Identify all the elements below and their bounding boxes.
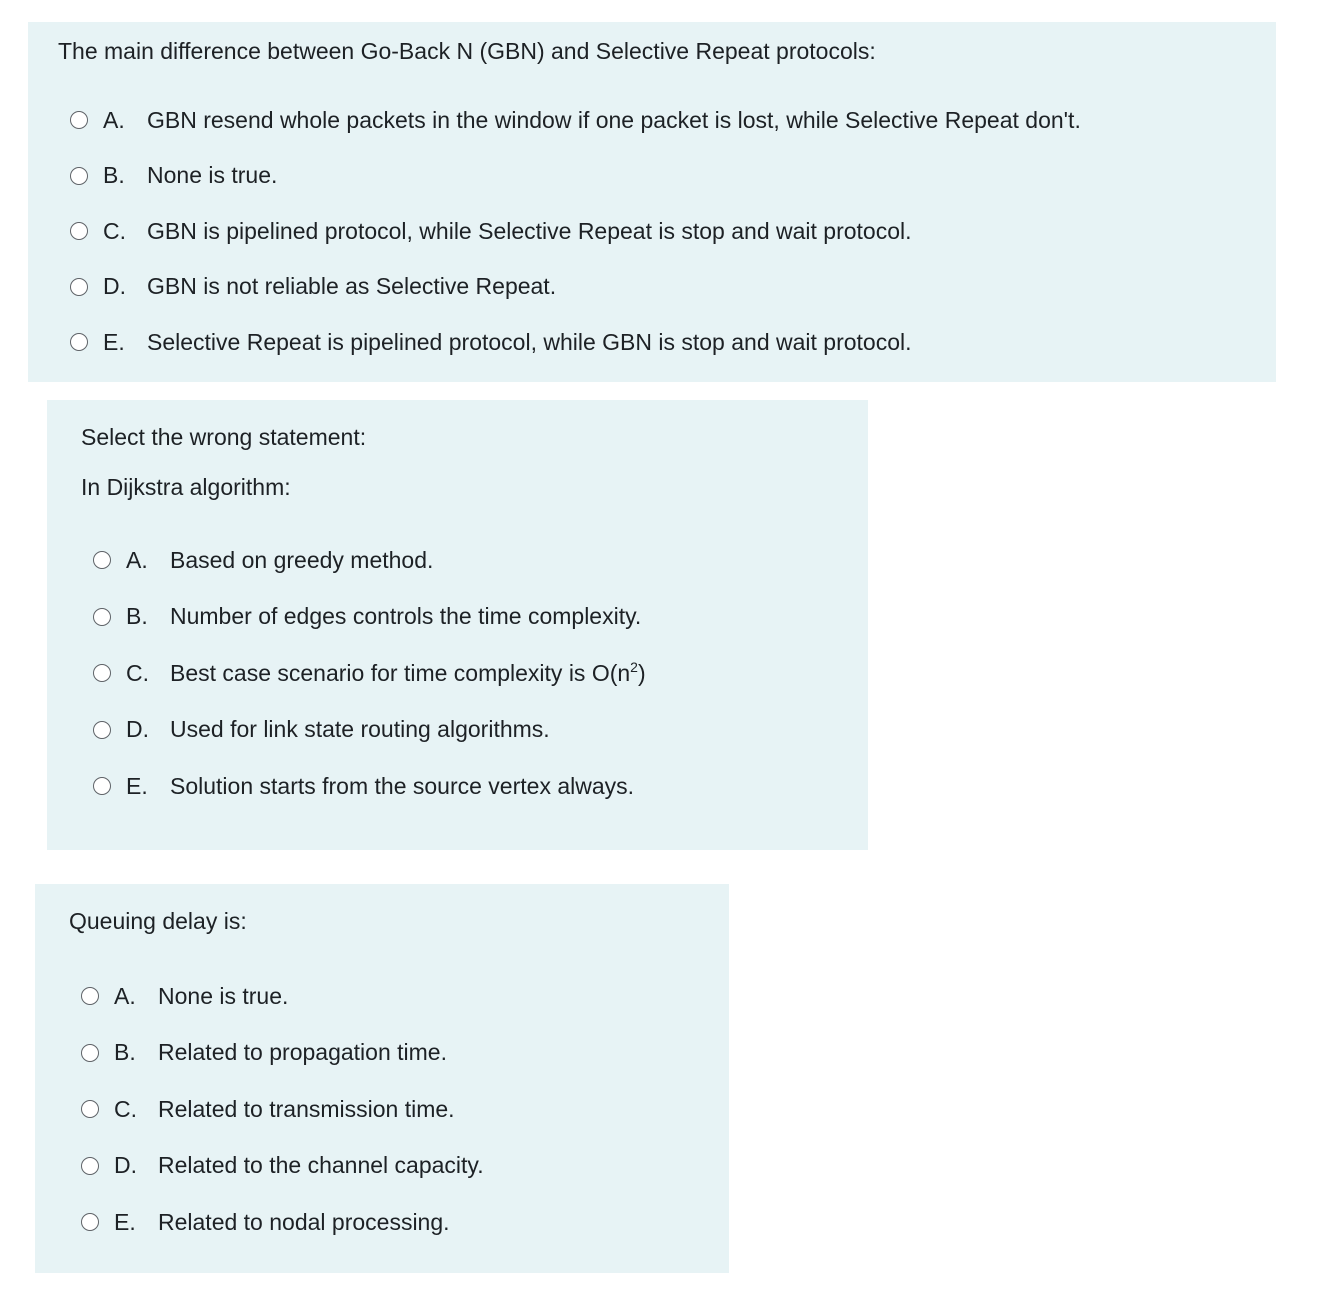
option-letter: C. [103, 217, 126, 244]
answer-option-e[interactable] [58, 326, 1276, 358]
answer-option-d[interactable] [69, 1150, 729, 1182]
radio-button-icon[interactable] [93, 721, 111, 739]
question-text [69, 908, 729, 934]
question-card-gbn [28, 22, 1276, 382]
radio-button-icon[interactable] [70, 278, 88, 296]
question-prompt: Select the wrong statement: [81, 424, 367, 450]
option-letter: A. [103, 106, 125, 133]
option-letter: B. [114, 1039, 136, 1065]
option-text: None is true. [147, 162, 278, 188]
option-text: Related to the channel capacity. [158, 1152, 484, 1178]
option-text-container [170, 660, 646, 687]
option-letter: E. [103, 328, 125, 355]
option-letter: E. [126, 772, 148, 799]
answer-list [69, 980, 729, 1238]
question-text [58, 38, 1276, 64]
radio-button-icon[interactable] [93, 608, 111, 626]
radio-button-icon[interactable] [70, 333, 88, 351]
option-text: Related to transmission time. [158, 1095, 455, 1122]
radio-button-icon[interactable] [81, 1100, 99, 1118]
radio-button-icon[interactable] [81, 1213, 99, 1231]
answer-option-b[interactable] [69, 1037, 729, 1069]
question-text [81, 424, 868, 500]
option-text-after: ) [637, 659, 646, 686]
option-text: Related to propagation time. [158, 1039, 447, 1065]
answer-option-b[interactable] [81, 601, 868, 633]
question-prompt: Queuing delay is: [69, 908, 247, 934]
option-letter: B. [103, 162, 125, 188]
option-text: Based on greedy method. [170, 546, 434, 573]
question-card-queuing-delay [35, 884, 729, 1273]
option-text: GBN is not reliable as Selective Repeat. [147, 273, 557, 299]
answer-option-d[interactable] [58, 271, 1276, 303]
option-letter: A. [114, 982, 136, 1009]
option-text: Best case scenario for time complexity is O(n [170, 659, 631, 686]
answer-option-a[interactable] [81, 544, 868, 576]
option-letter: D. [114, 1152, 137, 1178]
answer-option-e[interactable] [69, 1206, 729, 1238]
answer-option-a[interactable] [58, 104, 1276, 136]
radio-button-icon[interactable] [70, 111, 88, 129]
option-superscript: 2 [630, 658, 638, 675]
radio-button-icon[interactable] [81, 1044, 99, 1062]
question-card-dijkstra [47, 400, 868, 850]
answer-list [81, 544, 868, 802]
answer-list [58, 104, 1276, 358]
question-prompt: The main difference between Go-Back N (GBN) and Selective Repeat protocols: [58, 38, 876, 64]
radio-button-icon[interactable] [70, 222, 88, 240]
option-letter: A. [126, 546, 148, 573]
option-text: Related to nodal processing. [158, 1208, 450, 1235]
answer-option-c[interactable] [58, 215, 1276, 247]
option-text: GBN is pipelined protocol, while Selective Repeat is stop and wait protocol. [147, 217, 912, 244]
option-text: GBN resend whole packets in the window if one packet is lost, while Selective Repeat don't. [147, 106, 1081, 133]
option-text: None is true. [158, 982, 289, 1009]
radio-button-icon[interactable] [93, 664, 111, 682]
option-letter: C. [126, 659, 149, 686]
option-text: Number of edges controls the time complexity. [170, 603, 642, 629]
option-letter: E. [114, 1208, 136, 1235]
question-subprompt: In Dijkstra algorithm: [81, 474, 291, 500]
option-letter: D. [103, 273, 126, 299]
radio-button-icon[interactable] [93, 551, 111, 569]
answer-option-c[interactable] [69, 1093, 729, 1125]
answer-option-a[interactable] [69, 980, 729, 1012]
option-letter: C. [114, 1095, 137, 1122]
option-text: Selective Repeat is pipelined protocol, while GBN is stop and wait protocol. [147, 328, 912, 355]
answer-option-d[interactable] [81, 714, 868, 746]
radio-button-icon[interactable] [70, 167, 88, 185]
option-letter: B. [126, 603, 148, 629]
radio-button-icon[interactable] [81, 987, 99, 1005]
answer-option-b[interactable] [58, 160, 1276, 192]
radio-button-icon[interactable] [81, 1157, 99, 1175]
option-text: Solution starts from the source vertex always. [170, 772, 635, 799]
option-letter: D. [126, 716, 149, 742]
answer-option-c[interactable] [81, 657, 868, 689]
radio-button-icon[interactable] [93, 777, 111, 795]
answer-option-e[interactable] [81, 770, 868, 802]
option-text: Used for link state routing algorithms. [170, 716, 550, 742]
